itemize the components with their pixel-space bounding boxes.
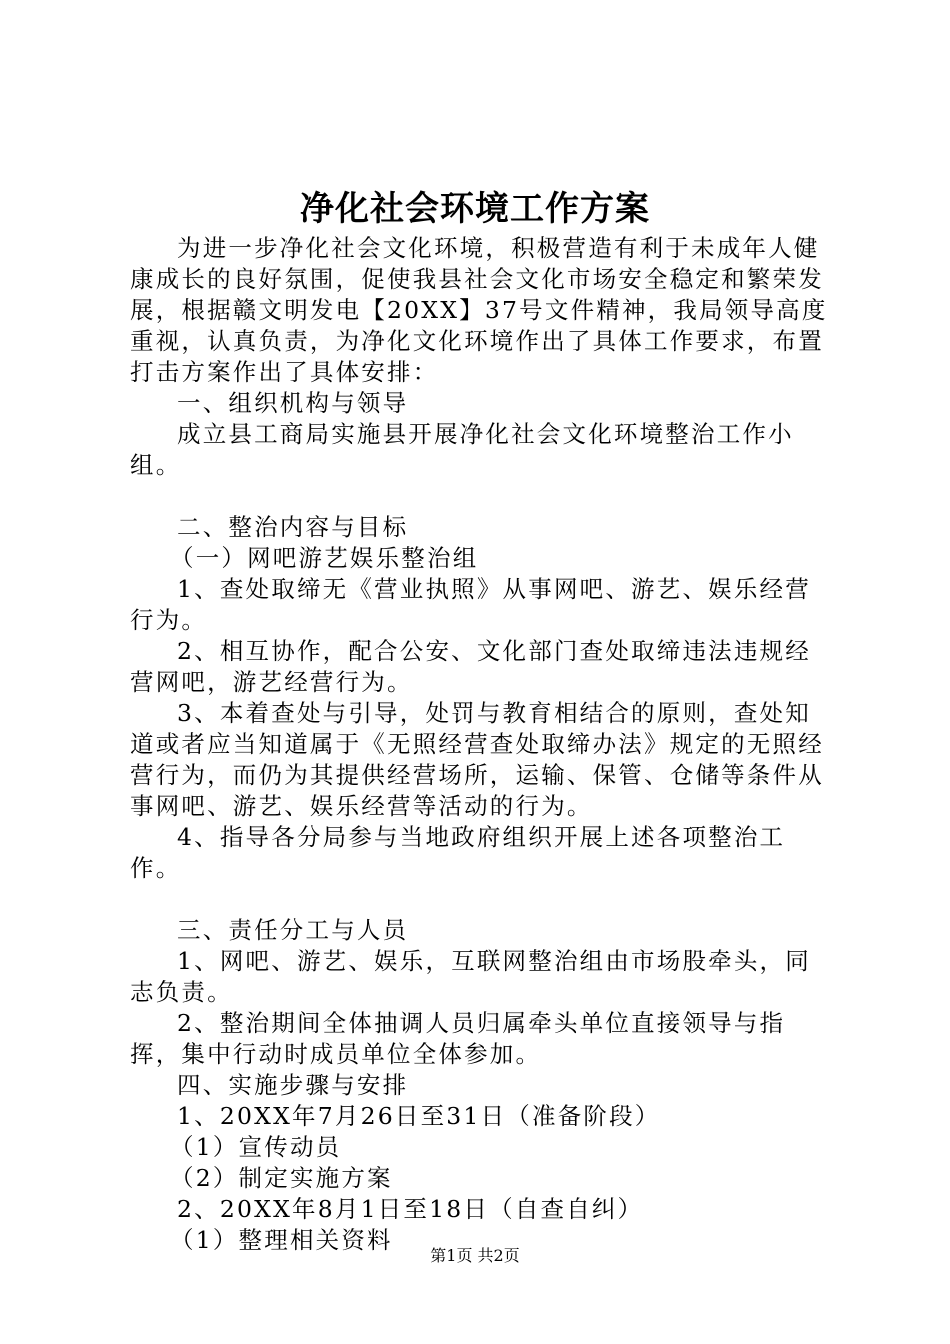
list-item-4: 4、指导各分局参与当地政府组织开展上述各项整治工作。 [130,823,786,882]
section-heading-organization: 一、组织机构与领导 [177,389,409,417]
page-footer: 第1页 共2页 [430,1246,520,1265]
responsibility-item-1: 1、网吧、游艺、娱乐，互联网整治组由市场股牵头，同志负责。 [130,947,811,1006]
step-1: 1、20XX年7月26日至31日（准备阶段） [177,1102,661,1130]
document-title: 净化社会环境工作方案 [300,189,650,229]
step-2-sub-1: （1）整理相关资料 [170,1226,393,1254]
blank-line [130,481,830,512]
section-heading-responsibility: 三、责任分工与人员 [177,916,409,944]
list-item-1: 1、查处取缔无《营业执照》从事网吧、游艺、娱乐经营行为。 [130,575,811,634]
blank-line [130,884,830,915]
responsibility-item-2: 2、整治期间全体抽调人员归属牵头单位直接领导与指挥，集中行动时成员单位全体参加。 [130,1009,786,1068]
step-1-sub-2: （2）制定实施方案 [170,1164,393,1192]
intro-paragraph: 为进一步净化社会文化环境，积极营造有利于未成年人健康成长的良好氛围，促使我县社会文化市场安全稳定和繁荣发展，根据赣文明发电【20XX】37号文件精神，我局领导高度重视，认真负责，为净化文化环境作出了具体工作要求，布置打击方案作出了具体安排： [130,234,828,386]
list-item-2: 2、相互协作，配合公安、文化部门查处取缔违法违规经营网吧，游艺经营行为。 [130,637,811,696]
step-1-sub-1: （1）宣传动员 [170,1133,342,1161]
document-body [130,233,830,1256]
list-item-3: 3、本着查处与引导，处罚与教育相结合的原则，查处知道或者应当知道属于《无照经营查处取缔办法》规定的无照经营行为，而仍为其提供经营场所，运输、保管、仓储等条件从事网吧、游艺、娱乐经营等活动的行为。 [130,699,824,820]
paragraph-organization: 成立县工商局实施县开展净化社会文化环境整治工作小组。 [130,420,794,479]
step-2: 2、20XX年8月1日至18日（自查自纠） [177,1195,644,1223]
section-heading-content-goals: 二、整治内容与目标 [177,513,409,541]
subsection-heading-internet-cafe: （一）网吧游艺娱乐整治组 [170,544,479,572]
section-heading-steps: 四、实施步骤与安排 [177,1071,409,1099]
